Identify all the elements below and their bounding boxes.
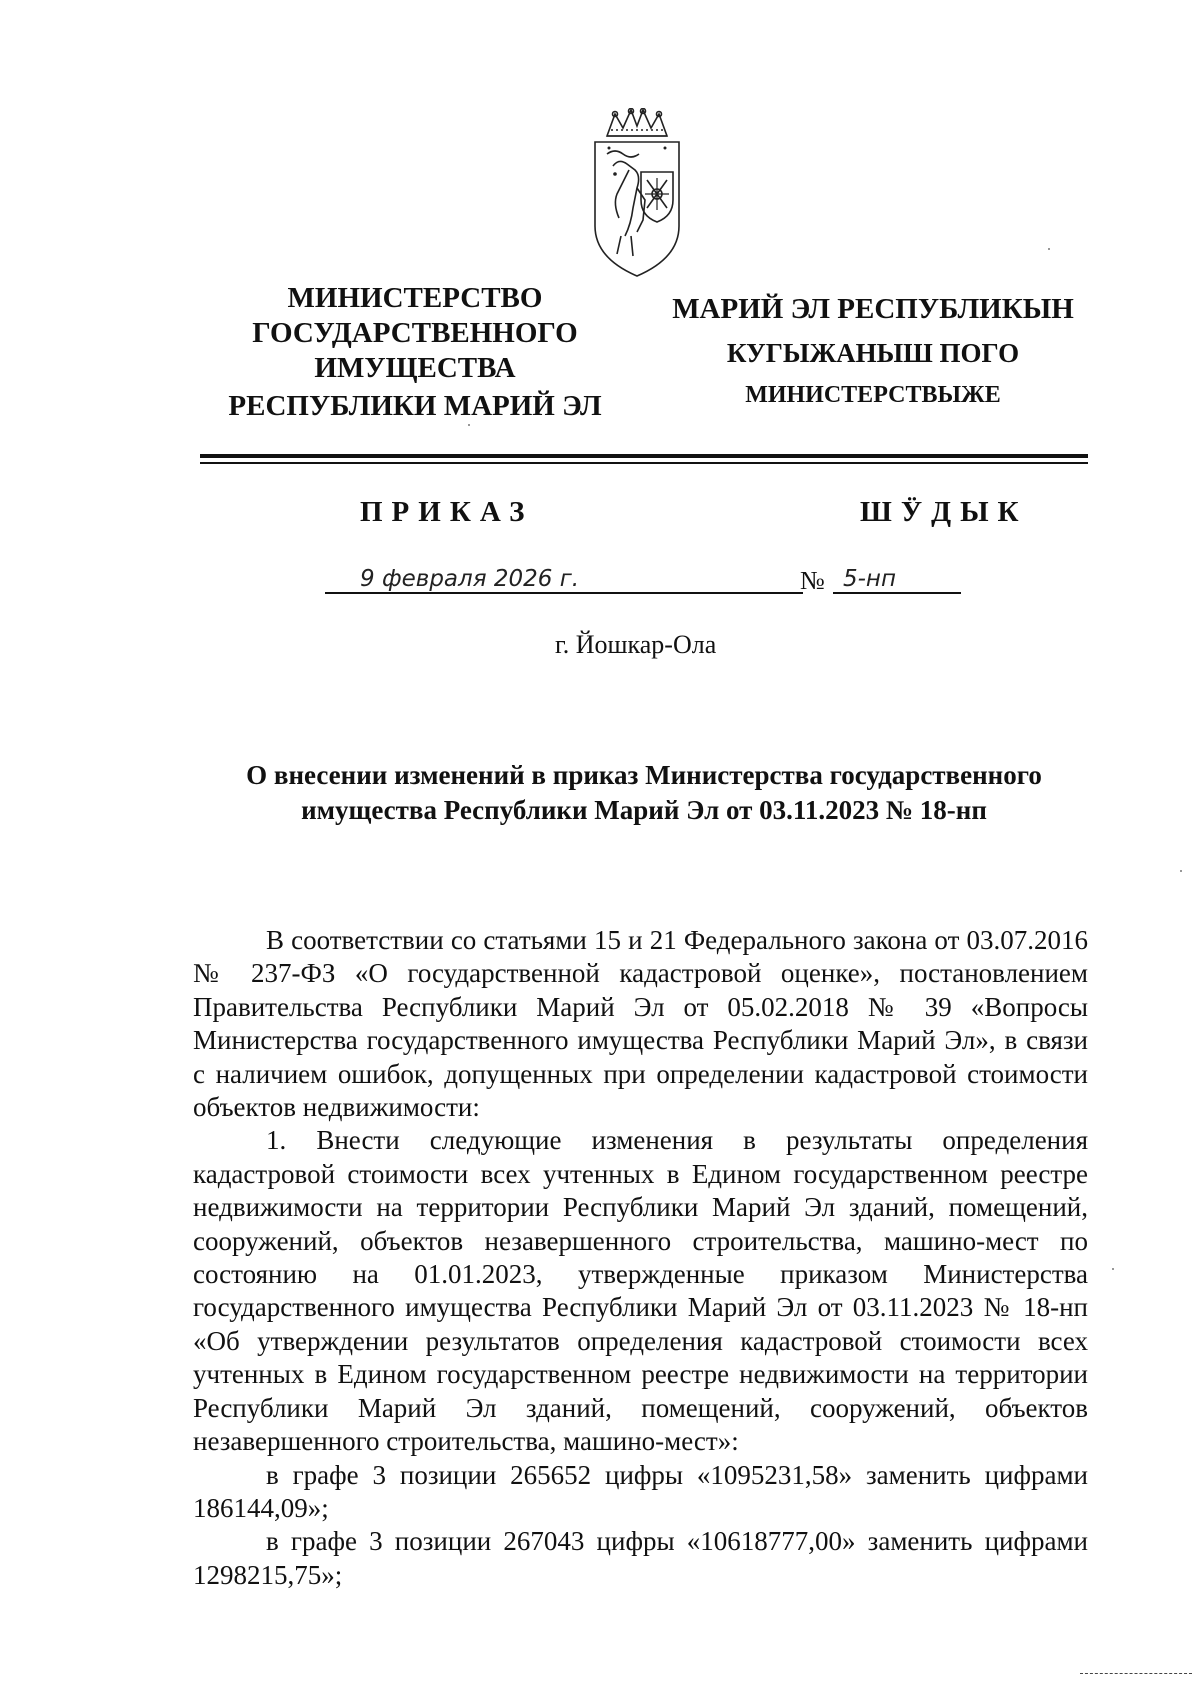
ministry-name-mari-line2: КУГЫЖАНЫШ ПОГО <box>726 338 1020 368</box>
coat-of-arms-emblem <box>585 108 689 280</box>
order-number-sign: № <box>800 566 825 595</box>
preamble-paragraph: В соответствии со статьями 15 и 21 Федерального закона от 03.07.2016 № 237-ФЗ «О государственной кадастровой оценке», постановлением Правительства Республики Марий Эл от 05.02.2018 № 39 «Вопросы Министерства государственного имущества Республики Марий Эл», в связи с наличием ошибок, допущенных при определении кадастровой стоимости объектов недвижимости: <box>193 925 1088 1123</box>
change-1-line1: в графе 3 позиции 265652 цифры «1095231,58» заменить цифрами <box>266 1459 1088 1490</box>
date-underline <box>325 592 803 594</box>
ministry-name-mari <box>668 289 1078 415</box>
ministry-name-ru-line4: РЕСПУБЛИКИ МАРИЙ ЭЛ <box>228 390 602 422</box>
number-underline <box>833 592 961 594</box>
change-2-line2: 1298215,75»; <box>193 1559 343 1590</box>
header-divider-thick <box>200 454 1088 458</box>
ministry-name-russian <box>215 281 615 424</box>
order-label-mari: ШӰДЫК <box>860 496 1028 528</box>
document-title-line2: имущества Республики Марий Эл от 03.11.2023 № 18-нп <box>301 795 987 825</box>
city-name: г. Йошкар-Ола <box>555 630 717 659</box>
coat-of-arms-icon <box>585 108 689 280</box>
document-title <box>200 758 1088 828</box>
ministry-name-mari-line3: МИНИСТЕРСТВЫЖЕ <box>745 382 1001 408</box>
document-title-line1: О внесении изменений в приказ Министерства государственного <box>246 760 1042 790</box>
change-2-line1: в графе 3 позиции 267043 цифры «10618777,00» заменить цифрами <box>266 1526 1088 1557</box>
scan-speck <box>1180 870 1182 872</box>
order-label-russian: ПРИКАЗ <box>360 496 534 528</box>
ministry-name-ru-line3: ИМУЩЕСТВА <box>314 352 516 384</box>
ministry-name-mari-line1: МАРИЙ ЭЛ РЕСПУБЛИКЫН <box>672 293 1074 325</box>
document-body <box>193 924 1088 1592</box>
order-date-handwritten: 9 февраля 2026 г. <box>360 566 580 592</box>
item-1-paragraph: 1. Внести следующие изменения в результаты определения кадастровой стоимости всех учтенных в Едином государственном реестре недвижимости на территории Республики Марий Эл зданий, помещений, сооружений, объектов незавершенного строительства, машино-мест по состоянию на 01.01.2023, утвержденные приказом Министерства государственного имущества Республики Марий Эл от 03.11.2023 № 18-нп «Об утверждении результатов определения кадастровой стоимости всех учтенных в Едином государственном реестре недвижимости на территории Республики Марий Эл зданий, помещений, сооружений, объектов незавершенного строительства, машино-мест»: <box>193 1125 1088 1457</box>
change-1-line2: 186144,09»; <box>193 1492 329 1523</box>
order-number-handwritten: 5-нп <box>843 566 897 592</box>
header-divider-thin <box>200 462 1088 464</box>
ministry-name-ru-line2: ГОСУДАРСТВЕННОГО <box>252 317 578 349</box>
scan-speck <box>1112 1268 1114 1270</box>
scan-speck <box>1048 248 1050 250</box>
ministry-name-ru-line1: МИНИСТЕРСТВО <box>287 282 543 314</box>
scan-speck <box>468 424 470 426</box>
margin-dash-mark <box>1080 1673 1192 1674</box>
